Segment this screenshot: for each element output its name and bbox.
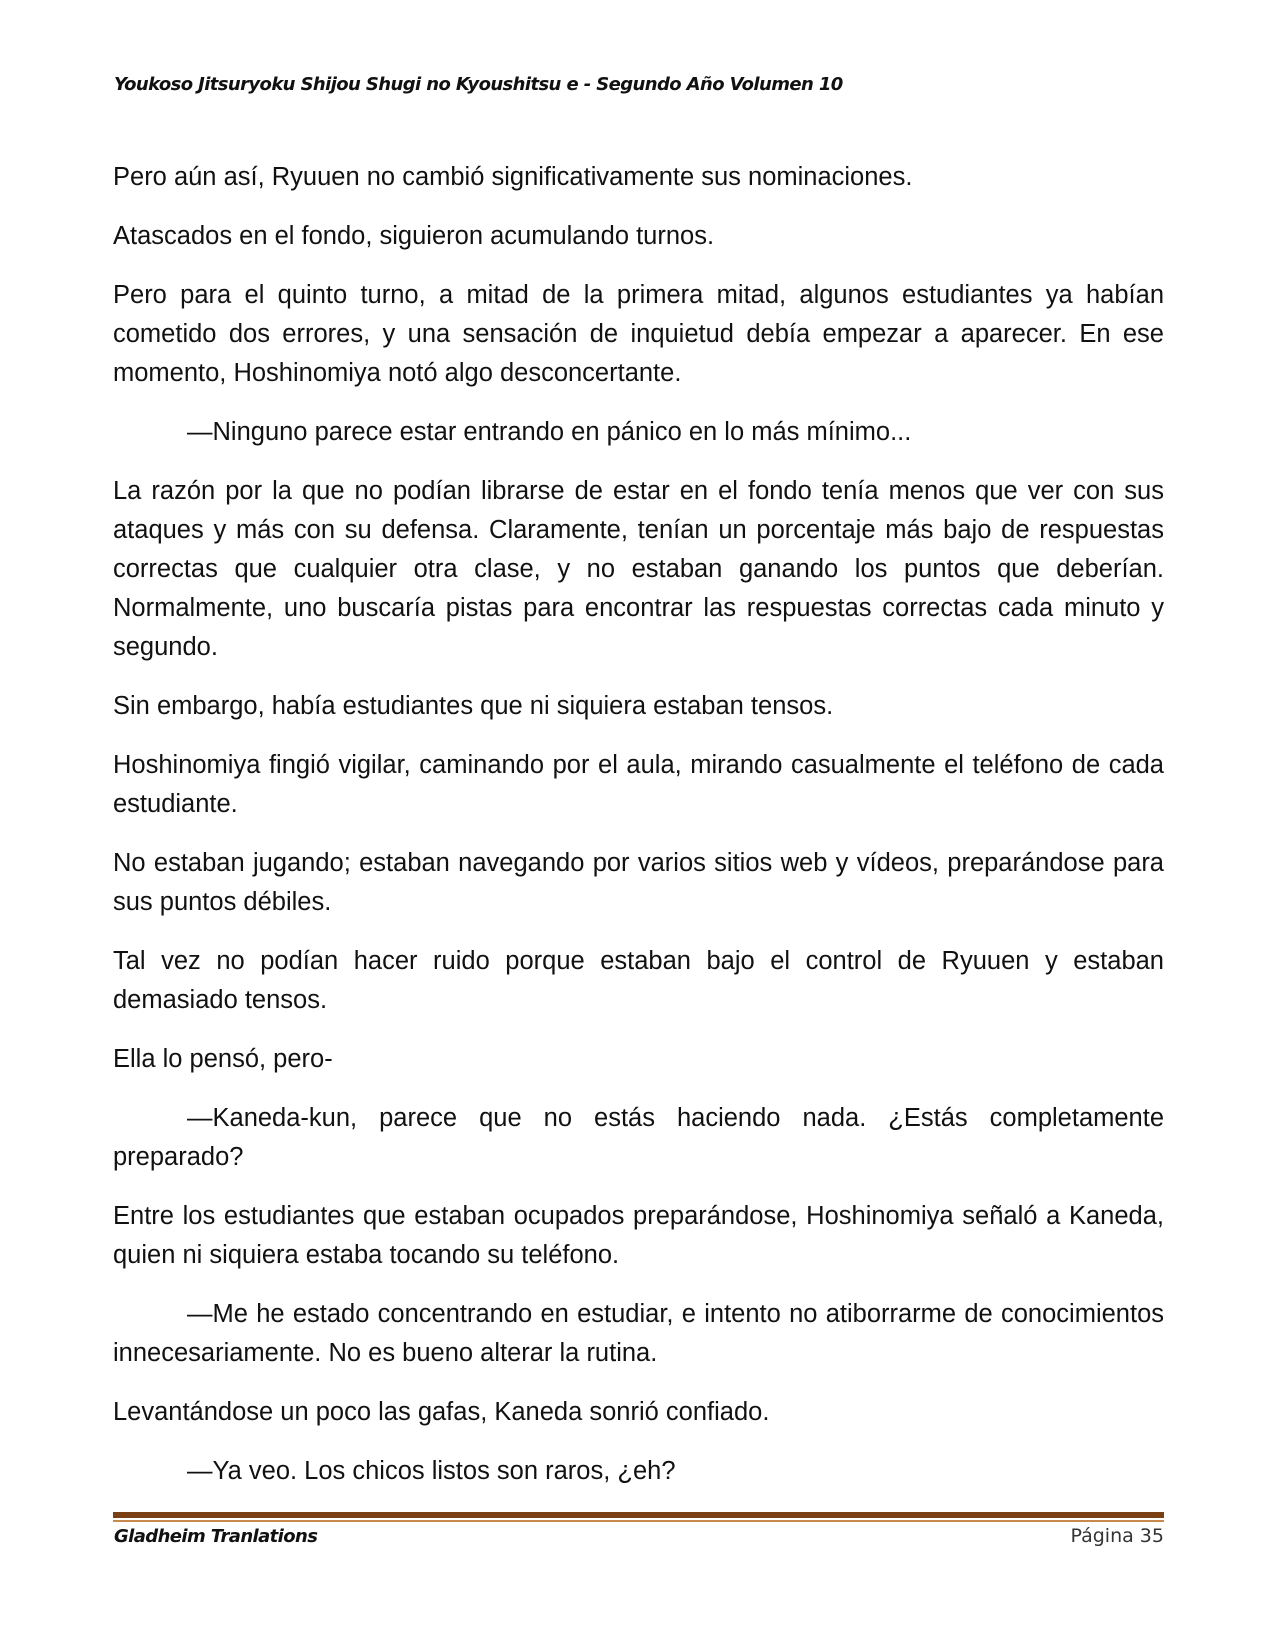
paragraph: No estaban jugando; estaban navegando por varios sitios web y vídeos, preparándose para sus puntos débiles. (113, 849, 1164, 916)
dialogue-paragraph: —Kaneda-kun, parece que no estás haciendo nada. ¿Estás completamente preparado? (113, 1104, 1164, 1171)
paragraph: Sin embargo, había estudiantes que ni siquiera estaban tensos. (113, 692, 834, 720)
dialogue-paragraph: —Ya veo. Los chicos listos son raros, ¿eh? (187, 1457, 676, 1485)
paragraph: Entre los estudiantes que estaban ocupados preparándose, Hoshinomiya señaló a Kaneda, quien ni siquiera estaba tocando su teléfono. (113, 1202, 1164, 1269)
footer-rule-thin (113, 1520, 1164, 1522)
dialogue-paragraph: —Me he estado concentrando en estudiar, e intento no atiborrarme de conocimientos innecesariamente. No es bueno alterar la rutina. (113, 1300, 1164, 1367)
paragraph: Tal vez no podían hacer ruido porque estaban bajo el control de Ryuuen y estaban demasiado tensos. (113, 947, 1164, 1014)
dialogue-paragraph: —Ninguno parece estar entrando en pánico en lo más mínimo... (187, 418, 912, 446)
paragraph: Pero para el quinto turno, a mitad de la primera mitad, algunos estudiantes ya habían cometido dos errores, y una sensación de inquietud debía empezar a aparecer. En ese momento, Hoshinomiya notó algo desconcertante. (113, 281, 1164, 387)
footer-credit: Gladheim Tranlations (114, 1526, 318, 1547)
paragraph: Pero aún así, Ryuuen no cambió significativamente sus nominaciones. (113, 163, 913, 191)
paragraph: La razón por la que no podían librarse de estar en el fondo tenía menos que ver con sus ataques y más con su defensa. Claramente, tenían un porcentaje más bajo de respuestas correctas que cualquier otra clase, y no estaban ganando los puntos que deberían. Normalmente, uno buscaría pistas para encontrar las respuestas correctas cada minuto y segundo. (113, 477, 1164, 661)
running-header: Youkoso Jitsuryoku Shijou Shugi no Kyoushitsu e - Segundo Año Volumen 10 (114, 74, 843, 95)
paragraph: Levantándose un poco las gafas, Kaneda sonrió confiado. (113, 1398, 770, 1426)
footer-rule-thick (113, 1512, 1164, 1518)
paragraph: Hoshinomiya fingió vigilar, caminando por el aula, mirando casualmente el teléfono de cada estudiante. (113, 751, 1164, 818)
paragraph: Ella lo pensó, pero- (113, 1045, 333, 1073)
page-body (113, 158, 1164, 1511)
paragraph: Atascados en el fondo, siguieron acumulando turnos. (113, 222, 715, 250)
page-number: Página 35 (1070, 1525, 1164, 1547)
